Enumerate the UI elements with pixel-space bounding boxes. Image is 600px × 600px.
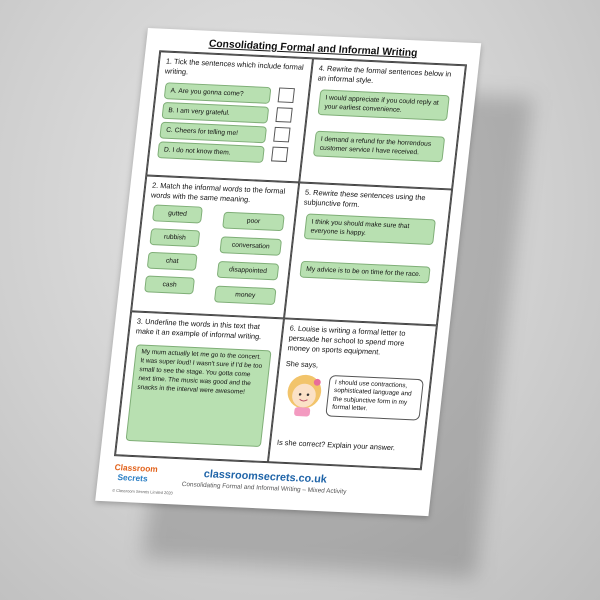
question-2-prompt: 2. Match the informal words to the formal words with the same meaning. [150,180,286,204]
q2-right-2[interactable]: conversation [219,236,282,256]
q4-item-1: I would appreciate if you could reply at your earliest convenience. [318,89,450,121]
q2-left-2[interactable]: rubbish [149,228,200,247]
q4-item-2: I demand a refund for the horrendous customer service I have received. [313,131,445,163]
q2-right-4[interactable]: money [214,286,277,306]
q6-speech-bubble: I should use contractions, sophisticated language and the subjunctive form in my formal letter. [325,375,424,420]
worksheet-title: Consolidating Formal and Informal Writing [208,37,419,60]
footer-subtitle: Consolidating Formal and Informal Writing – Mixed Activity [181,481,347,496]
question-2 [131,175,299,318]
q1-option-b: B. I am very grateful. [161,102,269,124]
question-3 [115,311,284,462]
question-4 [299,58,466,189]
q2-left-3[interactable]: chat [147,252,198,271]
q1-option-d: D. I do not know them. [157,141,265,163]
q1-checkbox-b[interactable] [275,107,292,122]
q2-right-3[interactable]: disappointed [217,261,280,281]
worksheet [95,28,481,516]
q5-item-2: My advice is to be on time for the race. [299,261,430,284]
q1-checkbox-a[interactable] [278,87,295,102]
question-1 [146,51,313,182]
q6-says: She says, [285,359,319,370]
louise-avatar-icon [282,371,326,418]
q2-left-4[interactable]: cash [144,275,195,294]
question-1-prompt: 1. Tick the sentences which include formal writing. [164,56,305,77]
question-6-prompt: 6. Louise is writing a formal letter to persuade her school to spend more money on sports equipment. [287,323,406,356]
question-5 [284,182,452,325]
question-4-prompt: 4. Rewrite the formal sentences below in an informal style. [317,63,452,85]
question-3-prompt: 3. Underline the words in this text that make it an example of informal writing. [135,316,262,341]
question-grid [114,50,467,470]
q1-checkbox-c[interactable] [273,127,290,142]
q6-question: Is she correct? Explain your answer. [276,437,396,453]
q1-option-a: A. Are you gonna come? [164,82,272,104]
copyright: © Classroom Secrets Limited 2020 [111,487,174,496]
classroom-secrets-logo: Classroom Secrets [114,462,159,484]
q3-text: My mum actually let me go to the concert. It was super loud! I wasn't sure if I'd be too small to see the stage. You gotta come next time. The music was good and the snacks in the interval were awesome! [126,344,272,447]
q2-right-1[interactable]: poor [222,212,285,232]
q2-left-1[interactable]: gutted [152,205,203,224]
question-6 [268,318,437,469]
q5-item-1: I think you should make sure that everyone is happy. [304,213,436,245]
q1-checkbox-d[interactable] [271,147,288,162]
question-5-prompt: 5. Rewrite these sentences using the subjunctive form. [303,187,427,209]
website-link[interactable]: classroomsecrets.co.uk [203,468,328,486]
q1-option-c: C. Cheers for telling me! [159,122,267,144]
